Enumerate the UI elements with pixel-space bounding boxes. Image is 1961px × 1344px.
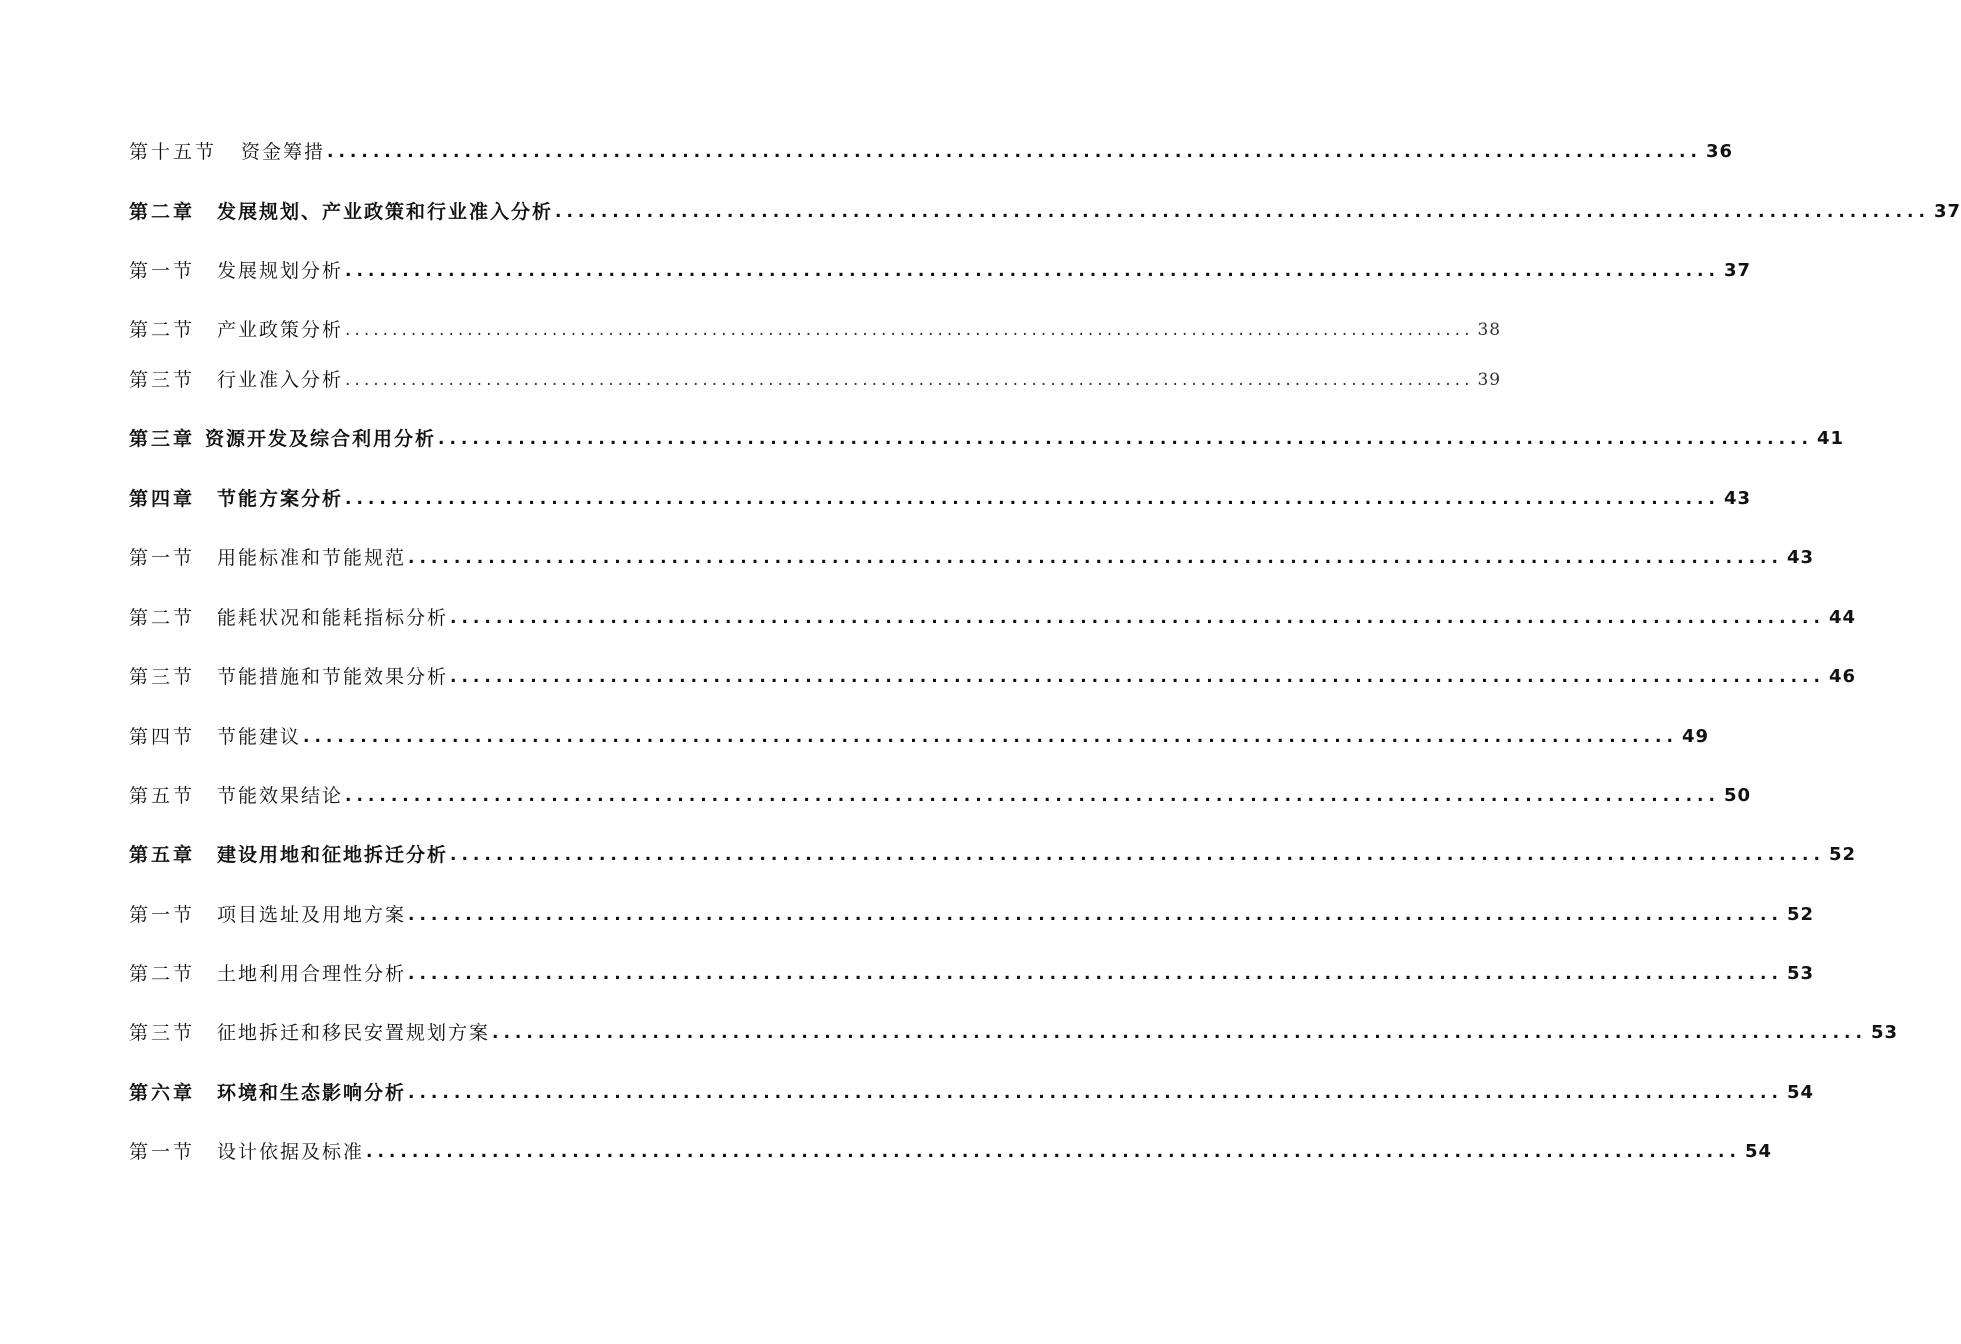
toc-entry-page: 43 xyxy=(1786,547,1815,568)
dot-leader: ........................................................................................................................ xyxy=(408,1083,1783,1103)
toc-entry-chapter[interactable] xyxy=(129,1074,1815,1106)
toc-entry[interactable] xyxy=(129,539,1815,571)
toc-entry[interactable] xyxy=(129,1133,1773,1165)
toc-entry-chapter[interactable] xyxy=(129,480,1752,512)
toc-entry[interactable] xyxy=(129,718,1710,750)
toc-entry-title: 资金筹措 xyxy=(241,141,326,163)
dot-leader: ........................................................................................................................ xyxy=(555,202,1930,222)
toc-entry[interactable] xyxy=(129,252,1752,284)
toc-entry-page: 44 xyxy=(1828,607,1857,628)
toc-entry-label: 第三章 xyxy=(129,428,196,450)
toc-entry-label: 第二节 xyxy=(129,963,196,985)
dot-leader: ........................................................................................................................ xyxy=(345,261,1720,281)
toc-entry-label: 第一节 xyxy=(129,547,196,569)
toc-entry-label: 第二章 xyxy=(129,201,196,223)
dot-leader: ........................................................................................................................ xyxy=(345,489,1720,509)
toc-entry[interactable] xyxy=(129,896,1815,928)
toc-entry-label: 第五节 xyxy=(129,785,196,807)
toc-entry-page: 53 xyxy=(1786,963,1815,984)
toc-entry-label: 第四节 xyxy=(129,726,196,748)
toc-entry-label: 第十五节 xyxy=(129,141,218,163)
toc-entry-page: 37 xyxy=(1723,260,1752,281)
toc-entry-chapter[interactable] xyxy=(129,193,1961,225)
toc-entry-page: 52 xyxy=(1828,844,1857,865)
toc-entry-title: 项目选址及用地方案 xyxy=(217,904,407,926)
dot-leader: ........................................................................................................................ xyxy=(438,429,1813,449)
toc-entry-label: 第一节 xyxy=(129,904,196,926)
toc-entry-title: 用能标准和节能规范 xyxy=(217,547,407,569)
toc-entry-label: 第四章 xyxy=(129,488,196,510)
toc-entry-title: 土地利用合理性分析 xyxy=(217,963,407,985)
dot-leader: ........................................................................................................................ xyxy=(327,142,1702,162)
toc-entry-title: 环境和生态影响分析 xyxy=(217,1082,407,1104)
toc-entry-title: 节能方案分析 xyxy=(217,488,344,510)
toc-entry-title: 节能措施和节能效果分析 xyxy=(217,666,449,688)
toc-entry-page: 54 xyxy=(1786,1082,1815,1103)
toc-entry-page: 36 xyxy=(1705,141,1734,162)
toc-entry-page: 54 xyxy=(1744,1141,1773,1162)
toc-entry-page: 43 xyxy=(1723,488,1752,509)
dot-leader: ........................................................................................................................ xyxy=(408,548,1783,568)
toc-entry[interactable] xyxy=(129,955,1815,987)
toc-entry-title: 设计依据及标准 xyxy=(217,1141,365,1163)
toc-entry-page: 50 xyxy=(1723,785,1752,806)
dot-leader: ........................................................................................................................ xyxy=(345,370,1474,390)
toc-entry-label: 第二节 xyxy=(129,607,196,629)
toc-entry-title: 能耗状况和能耗指标分析 xyxy=(217,607,449,629)
toc-entry-title: 节能建议 xyxy=(217,726,302,748)
dot-leader: ........................................................................................................................ xyxy=(345,786,1720,806)
toc-entry-page: 38 xyxy=(1477,320,1502,340)
toc-entry[interactable] xyxy=(129,599,1857,631)
toc-entry-title: 发展规划、产业政策和行业准入分析 xyxy=(217,201,554,223)
toc-entry-title: 产业政策分析 xyxy=(217,319,344,341)
toc-entry-page: 37 xyxy=(1933,201,1961,222)
toc-entry[interactable] xyxy=(129,658,1857,690)
toc-entry-label: 第五章 xyxy=(129,844,196,866)
toc-entry[interactable] xyxy=(129,777,1752,809)
toc-entry-chapter[interactable] xyxy=(129,420,1845,452)
dot-leader: ........................................................................................................................ xyxy=(492,1023,1867,1043)
toc-entry-page: 52 xyxy=(1786,904,1815,925)
toc-entry-page: 46 xyxy=(1828,666,1857,687)
dot-leader: ........................................................................................................................ xyxy=(303,727,1678,747)
toc-entry-title: 发展规划分析 xyxy=(217,260,344,282)
toc-entry-title: 建设用地和征地拆迁分析 xyxy=(217,844,449,866)
dot-leader: ........................................................................................................................ xyxy=(408,964,1783,984)
toc-entry-label: 第三节 xyxy=(129,369,196,391)
toc-entry-label: 第六章 xyxy=(129,1082,196,1104)
toc-entry-page: 49 xyxy=(1681,726,1710,747)
toc-entry-label: 第二节 xyxy=(129,319,196,341)
toc-entry-page: 41 xyxy=(1816,428,1845,449)
toc-entry[interactable] xyxy=(129,133,1734,165)
dot-leader: ........................................................................................................................ xyxy=(345,320,1474,340)
toc-entry-label: 第一节 xyxy=(129,260,196,282)
toc-entry-title: 节能效果结论 xyxy=(217,785,344,807)
dot-leader: ........................................................................................................................ xyxy=(450,608,1825,628)
toc-entry-title: 资源开发及综合利用分析 xyxy=(205,428,437,450)
toc-entry-page: 53 xyxy=(1870,1022,1899,1043)
toc-entry[interactable] xyxy=(129,311,1502,343)
toc-entry-title: 行业准入分析 xyxy=(217,369,344,391)
toc-entry-page: 39 xyxy=(1477,370,1502,390)
toc-entry-chapter[interactable] xyxy=(129,836,1857,868)
dot-leader: ........................................................................................................................ xyxy=(408,905,1783,925)
toc-entry-label: 第一节 xyxy=(129,1141,196,1163)
toc-entry[interactable] xyxy=(129,361,1502,393)
toc-entry-label: 第三节 xyxy=(129,666,196,688)
dot-leader: ........................................................................................................................ xyxy=(450,667,1825,687)
toc-entry[interactable] xyxy=(129,1014,1899,1046)
toc-entry-title: 征地拆迁和移民安置规划方案 xyxy=(217,1022,491,1044)
toc-entry-label: 第三节 xyxy=(129,1022,196,1044)
dot-leader: ........................................................................................................................ xyxy=(450,845,1825,865)
dot-leader: ........................................................................................................................ xyxy=(366,1142,1741,1162)
